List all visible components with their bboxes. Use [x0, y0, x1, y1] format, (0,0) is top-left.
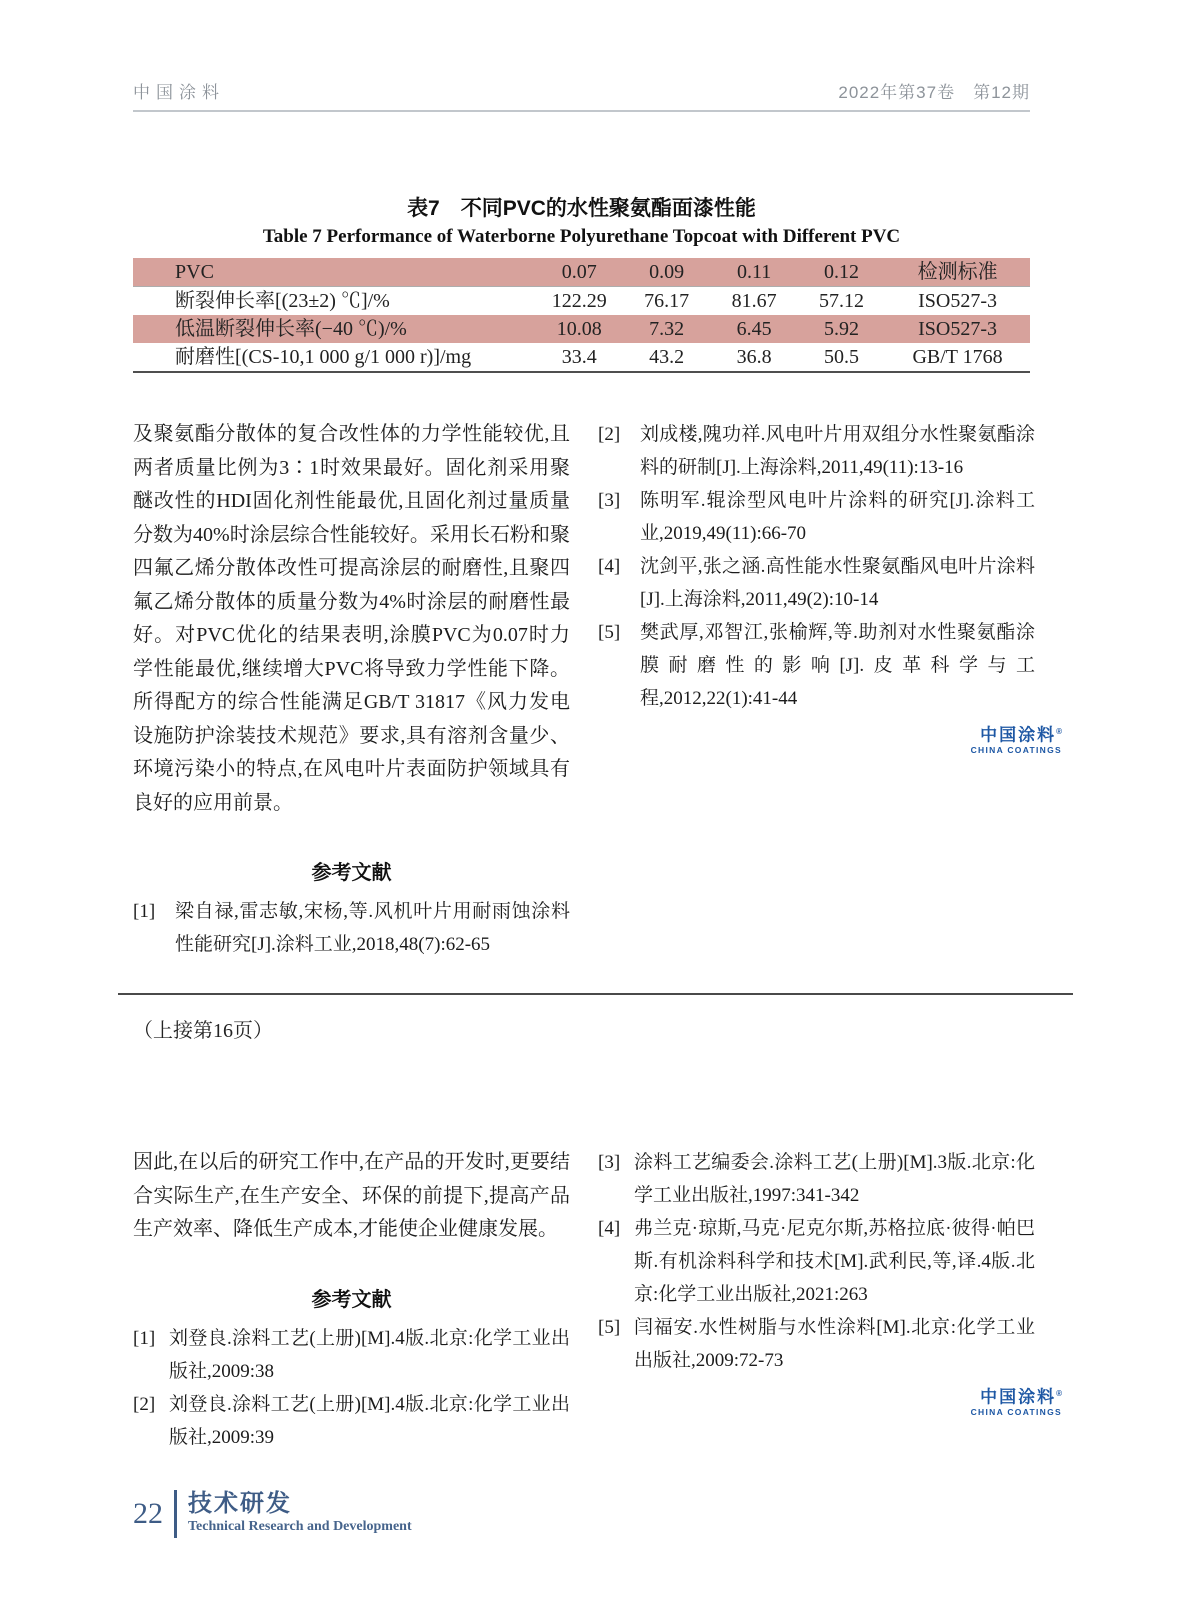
reference-label: [3] — [598, 1152, 621, 1173]
reference-label: [2] — [133, 1393, 156, 1415]
running-head — [133, 78, 1030, 112]
upper-right-column — [598, 418, 1062, 961]
table-row — [133, 343, 1030, 372]
table-cell: 7.32 — [649, 318, 685, 340]
reference-text: 闫福安.水性树脂与水性涂料[M].北京:化学工业出版社,2009:72-73 — [634, 1317, 1035, 1371]
table-title-zh: 表7 不同PVC的水性聚氨酯面漆性能 — [407, 197, 756, 220]
table-cell: 10.08 — [556, 318, 602, 340]
table-cell: 50.5 — [823, 346, 859, 368]
reference-text: 刘登良.涂料工艺(上册)[M].4版.北京:化学工业出版社,2009:39 — [169, 1393, 570, 1448]
column-header: 0.07 — [561, 261, 597, 283]
references-heading: 参考文献 — [311, 862, 392, 884]
china-coatings-logo — [598, 1385, 1062, 1418]
performance-table-header-row — [133, 258, 1030, 287]
logo-text: 中国涂料® — [980, 725, 1062, 745]
table-cell: ISO527-3 — [918, 318, 998, 340]
reference-item — [133, 895, 570, 961]
reference-label: [5] — [598, 1317, 621, 1338]
table-cell: 81.67 — [731, 290, 777, 312]
china-coatings-logo — [598, 723, 1062, 756]
reference-list — [598, 1146, 1035, 1377]
conclusion-paragraph: 及聚氨酯分散体的复合改性体的力学性能较优,且两者质量比例为3∶1时效果最好。固化剂采用聚醚改性的HDI固化剂性能最优,且固化剂过量质量分数为40%时涂层综合性能较好。采用长石粉和聚四氟乙烯分散体改性可提高涂层的耐磨性,且聚四氟乙烯分散体的质量分数为4%时涂层的耐磨性最好。对PVC优化的结果表明,涂膜PVC为0.07时力学性能最优,继续增大PVC将导致力学性能下降。所得配方的综合性能满足GB/T 31817《风力发电设施防护涂装技术规范》要求,具有溶剂含量少、环境污染小的特点,在风电叶片表面防护领域具有良好的应用前景。 — [133, 423, 570, 814]
table-title-en: Table 7 Performance of Waterborne Polyurethane Topcoat with Different PVC — [262, 226, 901, 247]
upper-left-column — [133, 418, 570, 961]
table-cell: 耐磨性[(CS-10,1 000 g/1 000 r)]/mg — [175, 346, 472, 368]
journal-name: 中国涂料 — [133, 83, 225, 102]
table-cell: 33.4 — [561, 346, 597, 368]
reference-text: 沈剑平,张之涵.高性能水性聚氨酯风电叶片涂料[J].上海涂料,2011,49(2):10-14 — [640, 556, 1035, 610]
column-header: 0.11 — [736, 261, 772, 283]
table-cell: 5.92 — [823, 318, 859, 340]
references-heading: 参考文献 — [311, 1288, 392, 1311]
table-cell: 低温断裂伸长率(−40 ℃)/% — [175, 318, 407, 340]
section-upper — [133, 418, 1062, 961]
issue-info: 2022年第37卷 第12期 — [838, 83, 1030, 102]
footer-section-subtitle: Technical Research and Development — [188, 1519, 412, 1534]
reference-item — [598, 616, 1035, 715]
reference-list — [598, 418, 1035, 715]
reference-text: 涂料工艺编委会.涂料工艺(上册)[M].3版.北京:化学工业出版社,1997:341-342 — [634, 1152, 1035, 1206]
registered-mark: ® — [1056, 1389, 1062, 1398]
table-cell: 6.45 — [736, 318, 772, 340]
page-number: 22 — [133, 1497, 163, 1530]
table-cell: 43.2 — [649, 346, 685, 368]
reference-list — [133, 1322, 570, 1454]
reference-item — [133, 1388, 570, 1454]
lower-right-column — [598, 1146, 1062, 1454]
logo-text: 中国涂料® — [980, 1387, 1062, 1407]
footer-section — [188, 1491, 412, 1537]
reference-item — [598, 550, 1035, 616]
continuation-note: （上接第16页） — [133, 1020, 273, 1042]
footer-section-title: 技术研发 — [188, 1490, 292, 1517]
table-cell: 122.29 — [551, 290, 607, 312]
table-cell: ISO527-3 — [918, 290, 998, 312]
column-header: 检测标准 — [917, 261, 998, 283]
table-cell: 断裂伸长率[(23±2) ℃]/% — [175, 290, 390, 312]
reference-label: [1] — [133, 901, 156, 922]
table-cell: GB/T 1768 — [912, 346, 1003, 368]
reference-label: [5] — [598, 622, 621, 643]
table-row — [133, 287, 1030, 316]
footer-divider-bar — [174, 1490, 177, 1538]
reference-list — [133, 895, 570, 961]
reference-text: 梁自禄,雷志敏,宋杨,等.风机叶片用耐雨蚀涂料性能研究[J].涂料工业,2018,48(7):62-65 — [175, 901, 570, 955]
reference-item — [598, 1212, 1035, 1311]
column-header-pvc: PVC — [175, 261, 214, 283]
reference-item — [598, 484, 1035, 550]
table-cell: 76.17 — [644, 290, 690, 312]
table-cell: 36.8 — [736, 346, 772, 368]
table-row — [133, 315, 1030, 343]
reference-text: 刘成楼,隗功祥.风电叶片用双组分水性聚氨酯涂料的研制[J].上海涂料,2011,49(11):13-16 — [640, 424, 1035, 478]
reference-label: [4] — [598, 1218, 621, 1239]
reference-item — [598, 1311, 1035, 1377]
reference-item — [598, 418, 1035, 484]
reference-text: 樊武厚,邓智江,张榆辉,等.助剂对水性聚氨酯涂膜耐磨性的影响[J].皮革科学与工程,2012,22(1):41-44 — [640, 622, 1035, 709]
reference-text: 刘登良.涂料工艺(上册)[M].4版.北京:化学工业出版社,2009:38 — [169, 1327, 570, 1382]
section-lower — [133, 1146, 1062, 1454]
reference-label: [1] — [133, 1327, 156, 1349]
section-divider — [118, 993, 1073, 995]
table-cell: 57.12 — [818, 290, 864, 312]
reference-item — [598, 1146, 1035, 1212]
registered-mark: ® — [1056, 727, 1062, 736]
reference-text: 陈明军.辊涂型风电叶片涂料的研究[J].涂料工业,2019,49(11):66-70 — [640, 490, 1035, 544]
conclusion-paragraph: 因此,在以后的研究工作中,在产品的开发时,更要结合实际生产,在生产安全、环保的前提下,提高产品生产效率、降低生产成本,才能使企业健康发展。 — [133, 1151, 570, 1240]
reference-text: 弗兰克·琼斯,马克·尼克尔斯,苏格拉底·彼得·帕巴斯.有机涂料科学和技术[M].武利民,等,译.4版.北京:化学工业出版社,2021:263 — [634, 1218, 1035, 1305]
column-header: 0.09 — [649, 261, 685, 283]
lower-left-column — [133, 1146, 570, 1454]
reference-label: [3] — [598, 490, 621, 511]
reference-label: [4] — [598, 556, 621, 577]
logo-subtitle: CHINA COATINGS — [970, 744, 1062, 755]
performance-table — [133, 258, 1030, 373]
reference-item — [133, 1322, 570, 1388]
logo-subtitle: CHINA COATINGS — [970, 1406, 1062, 1417]
reference-label: [2] — [598, 424, 621, 445]
performance-table-body — [133, 287, 1030, 373]
page-footer — [133, 1490, 412, 1538]
column-header: 0.12 — [823, 261, 859, 283]
table-block — [133, 196, 1030, 373]
